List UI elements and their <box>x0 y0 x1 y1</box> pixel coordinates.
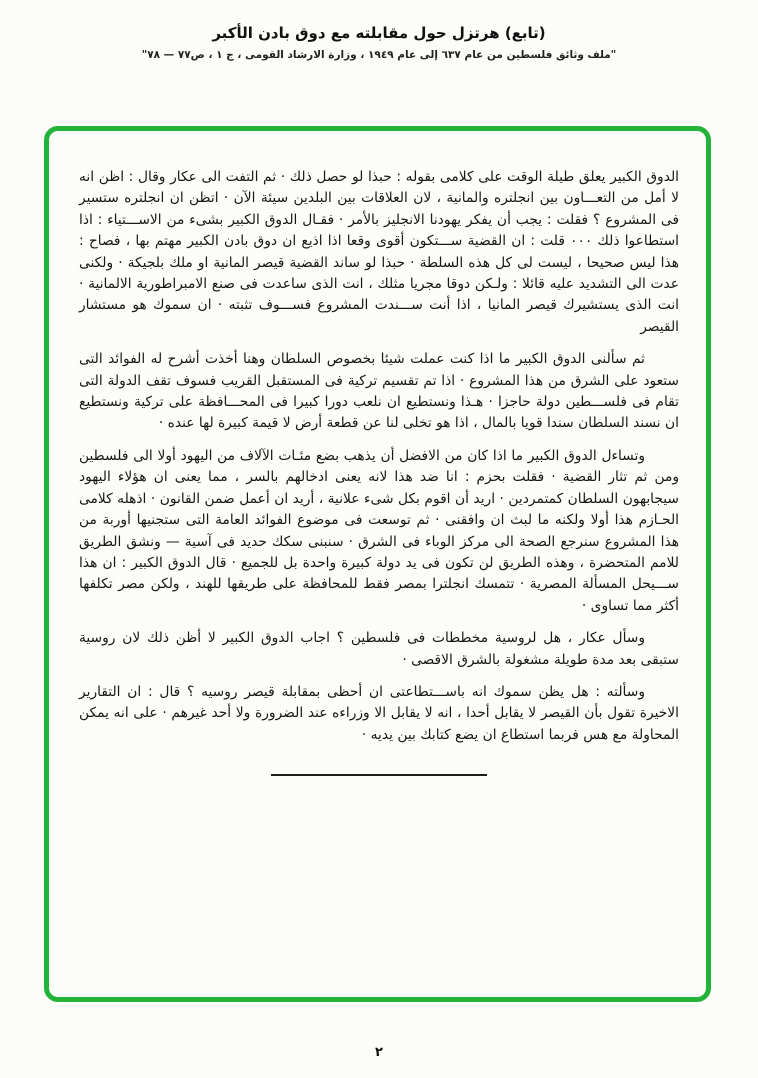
document-header <box>0 24 758 61</box>
paragraph: وتساءل الدوق الكبير ما اذا كان من الافضل أن يذهب بضع مئـات الآلاف من اليهود أولا الى فلسطين ومن ثم تثار القضية · فقلت بحزم : انا ضد هذا لانه يعنى ادخالهم بالسر ، مما يعنى ان هؤلاء اليهود سيجابهون السلطان كمتمردين · اريد أن اقوم بكل شىء علانية ، أريد ان أعمل ضمن القانون · اذهله كلامى الحـازم هذا أولا ولكنه ما لبث ان وافقنى · ثم توسعت فى موضوع الفوائد العامة التى ستجنيها أوربة من هذا المشروع سنرجع الصحة الى مركز الوباء فى الشرق · سنبنى سكك حديد فى آسية — ونشق الطريق للامم المتحضرة ، وهذه الطريق لن تكون فى يد دولة كبيرة واحدة بل للجميع · قال الدوق الكبير : ان هذا ســـيحل المسألة المصرية · تتمسك انجلترا بمصر فقط للمحافظة على طريقها للهند ، ولكن مصر تكلفها أكثر مما تساوى · <box>79 447 679 614</box>
green-border-frame <box>44 126 711 1002</box>
page-title: (تابع) هرتزل حول مقابلته مع دوق بادن الأكبر <box>212 24 546 42</box>
paragraph: الدوق الكبير يعلق طيلة الوقت على كلامى بقوله : حبذا لو حصل ذلك · ثم التفت الى عكار وقال : اظن انه لا أمل من التعـــاون بين انجلتره والمانية ، لان العلاقات بين البلدين سيئة الآن · اتظن ان انجلتره ستسير فى المشروع ؟ فقلت : يجب أن يفكر يهودنا الانجليز بالأمر · فقـال الدوق الكبير بشىء من الاســـتياء : اذا استطاعوا ذلك ٠٠٠ قلت : ان القضية ســـتكون أقوى وقعا اذا اذيع ان دوق بادن الكبير مهتم بها ، فصاح : هذا ليس صحيحا ، ليست لى كل هذه السلطة · حبذا لو ساند القضية قيصر المانية او ملك بلجيكة · ولكنى عدت الى التشديد عليه قائلا : ولـكن دوقا مجريا مثلك ، انت الذى ساعدت فى صنع الامبراطورية الالمانية · انت الذى يستشيرك قيصر المانيا ، اذا أنت ســـندت المشروع فســـوف تثبته · ان سموك هو مستشار القيصر <box>79 169 679 335</box>
paragraph: وسألته : هل يظن سموك انه باســـتطاعتى ان أحظى بمقابلة قيصر روسيه ؟ قال : ان التقارير الاخيرة تقول بأن القيصر لا يقابل أحدا ، انه لا يقابل الا وزراءه عند الضرورة ولا أحد غيرهم · على انه يمكن المحاولة مع هس فربما استطاع ان يضع كتابك بين يديه · <box>79 683 679 743</box>
divider-line <box>271 774 487 776</box>
page-number: ٢ <box>375 1045 383 1060</box>
source-citation: "ملف وثائق فلسطين من عام ٦٣٧ إلى عام ١٩٤٩ ، وزارة الارشاد القومى ، ج ١ ، ص٧٧ — ٧٨" <box>141 49 617 61</box>
paragraph: وسأل عكار ، هل لروسية مخططات فى فلسطين ؟ اجاب الدوق الكبير لا أظن ذلك لان روسية ستبقى بعد مدة طويلة مشغولة بالشرق الاقصى · <box>79 630 679 668</box>
document-body <box>49 131 706 776</box>
paragraph: ثم سألنى الدوق الكبير ما اذا كنت عملت شيئا بخصوص السلطان وهنا أخذت أشرح له الفوائد التى ستعود على الشرق من هذا المشروع · اذا تم تقسيم تركية فى المستقبل القريب فسوف تقف الدولة التى تقام فى فلســـطين دولة حاجزا · هـذا ونستطيع ان نلعب دورا كبيرا فى المحـــافظة على تركية ونستطيع ان نسند السلطان سندا قويا بالمال ، اذا هو تخلى لنا عن قطعة أرض لا قيمة كبيرة لها عنده · <box>79 351 679 432</box>
